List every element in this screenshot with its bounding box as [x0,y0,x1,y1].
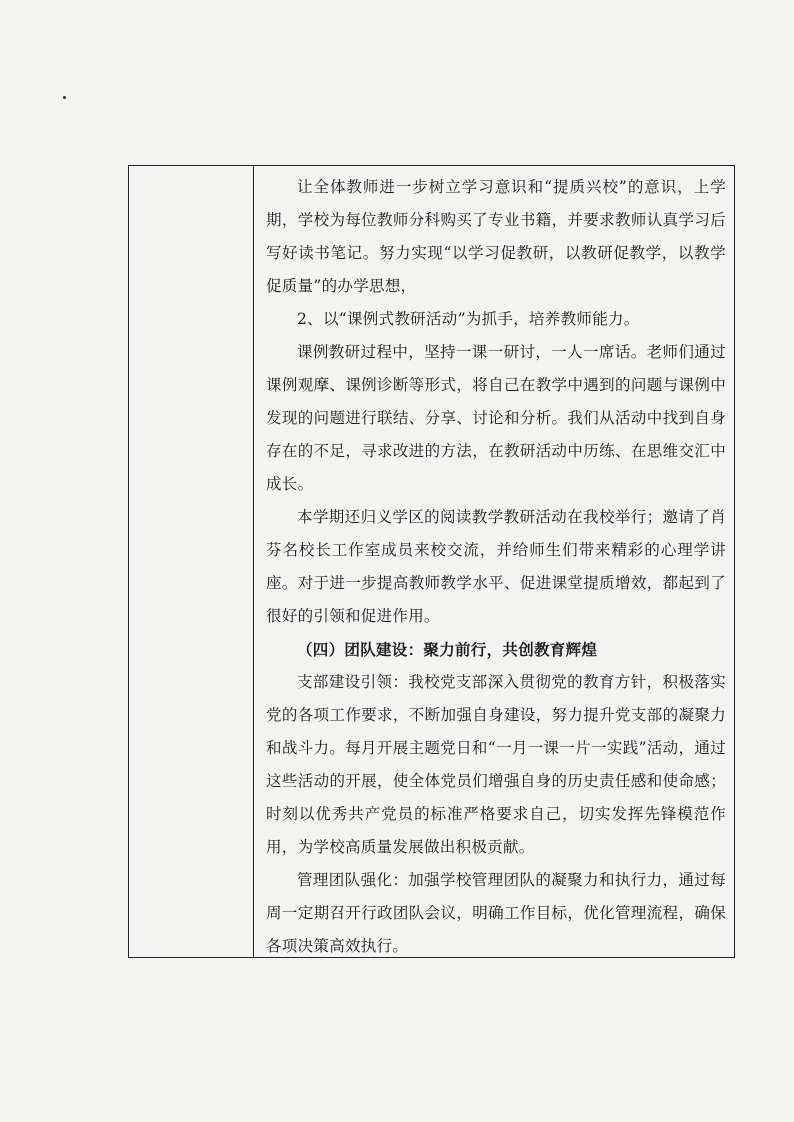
section-heading-team-building: （四）团队建设：聚力前行，共创教育辉煌 [297,640,598,659]
paragraph-management-team: 管理团队强化：加强学校管理团队的凝聚力和执行力，通过每周一定期召开行政团队会议，明确工作目标，优化管理流程，确保各项决策高效执行。 [266,871,726,955]
paragraph-lesson-research-heading: 2、以“课例式教研活动”为抓手，培养教师能力。 [297,310,640,328]
document-table [128,165,735,958]
scan-speck [63,96,66,99]
table-left-column [129,166,254,957]
paragraph-lesson-research: 课例教研过程中，坚持一课一研讨，一人一席话。老师们通过课例观摩、课例诊断等形式，将自己在教学中遇到的问题与课例中发现的问题进行联结、分享、讨论和分析。我们从活动中找到自身存在的不足，寻求改进的方法，在教研活动中历练、在思维交汇中成长。 [266,343,726,493]
paragraph-party-branch: 支部建设引领：我校党支部深入贯彻党的教育方针，积极落实党的各项工作要求，不断加强自身建设，努力提升党支部的凝聚力和战斗力。每月开展主题党日和“一月一课一片一实践”活动，通过这些活动的开展，使全体党员们增强自身的历史责任感和使命感；时刻以优秀共产党员的标准严格要求自己，切实发挥先锋模范作用，为学校高质量发展做出积极贡献。 [266,673,726,856]
table-content-cell [266,171,726,963]
paragraph-reading-activity: 本学期还归义学区的阅读教学教研活动在我校举行；邀请了肖芬名校长工作室成员来校交流，并给师生们带来精彩的心理学讲座。对于进一步提高教师教学水平、促进课堂提质增效，都起到了很好的引领和促进作用。 [266,508,726,625]
paragraph-study-awareness: 让全体教师进一步树立学习意识和“提质兴校”的意识，上学期，学校为每位教师分科购买了专业书籍，并要求教师认真学习后写好读书笔记。努力实现“以学习促教研，以教研促教学，以教学促质量”的办学思想， [266,178,726,295]
